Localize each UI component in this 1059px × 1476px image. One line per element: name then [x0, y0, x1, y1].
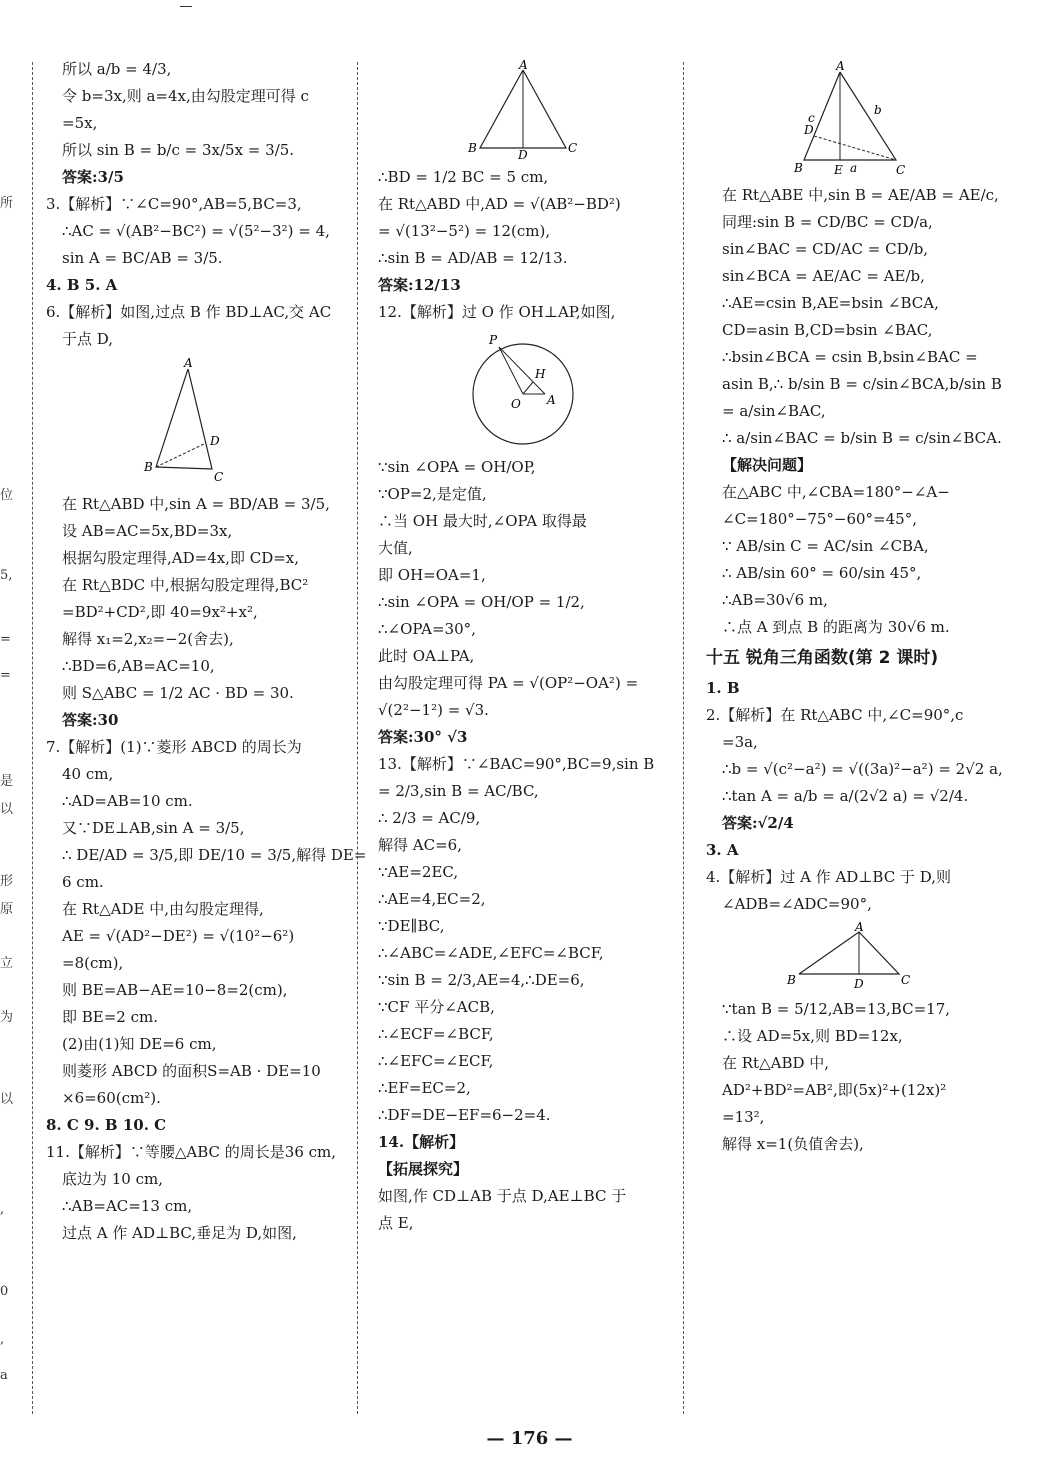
text-line: 又∵DE⊥AB,sin A = 3/5, [62, 819, 245, 837]
text-line: ∴AE=4,EC=2, [378, 890, 486, 908]
text-line: asin B,∴ b/sin B = c/sin∠BCA,b/sin B [722, 375, 1002, 393]
text-line: 【解决问题】 [722, 456, 813, 474]
answer-line: 答案:√2/4 [722, 814, 794, 832]
text-line: 过点 A 作 AD⊥BC,垂足为 D,如图, [62, 1224, 297, 1242]
text-line: 在 Rt△ADE 中,由勾股定理得, [62, 900, 264, 918]
text-line: 6 cm. [62, 873, 104, 891]
fig-label: E [834, 163, 843, 177]
fig-label: c [808, 111, 815, 125]
text-line: 于点 D, [62, 330, 114, 348]
text-line: ∵sin ∠OPA = OH/OP, [378, 458, 536, 476]
fig-label: H [535, 367, 546, 381]
text-line: 在 Rt△ABE 中,sin B = AE/AB = AE/c, [722, 186, 999, 204]
text-line: ∴ AB/sin 60° = 60/sin 45°, [722, 564, 922, 582]
edge-fragment: , [0, 1202, 5, 1217]
edge-fragment: 原 [0, 902, 14, 917]
text-line: ∴EF=EC=2, [378, 1079, 471, 1097]
text-line: 同理:sin B = CD/BC = CD/a, [722, 213, 933, 231]
text-line: = a/sin∠BAC, [722, 402, 826, 420]
text-line: ∴AB=30√6 m, [722, 591, 828, 609]
text-line: 12.【解析】过 O 作 OH⊥AP,如图, [378, 303, 616, 321]
text-line: 解得 AC=6, [378, 836, 462, 854]
text-line: = √(13²−5²) = 12(cm), [378, 222, 551, 240]
edge-fragment: 以 [0, 1092, 14, 1107]
text-line: CD=asin B,CD=bsin ∠BAC, [722, 321, 933, 339]
text-line: ∴∠ABC=∠ADE,∠EFC=∠BCF, [378, 944, 604, 962]
edge-fragment: 位 [0, 488, 14, 503]
text-line: 7.【解析】(1)∵菱形 ABCD 的周长为 [46, 738, 302, 756]
text-line: 大值, [378, 539, 413, 557]
fig-label: A [519, 60, 528, 72]
column-1 [46, 56, 367, 1247]
text-line: ∠ADB=∠ADC=90°, [722, 895, 872, 913]
text-line: 11.【解析】∵等腰△ABC 的周长是36 cm, [46, 1143, 337, 1161]
answer-line: 答案:30° √3 [378, 728, 468, 746]
text-line: 所以 a/b = 4/3, [62, 60, 172, 78]
text-line: ∠C=180°−75°−60°=45°, [722, 510, 917, 528]
figure-triangle-abc-bd [136, 357, 256, 487]
text-line: 则菱形 ABCD 的面积S=AB · DE=10 [62, 1062, 321, 1080]
text-line: sin∠BCA = AE/AC = AE/b, [722, 267, 925, 285]
column-3 [706, 56, 1003, 1158]
fig-label: B [787, 973, 796, 987]
text-line: 4.【解析】过 A 作 AD⊥BC 于 D,则 [706, 868, 951, 886]
edge-fragment: 5, [0, 568, 13, 583]
answer-line: 3. A [706, 841, 739, 859]
text-line: 所以 sin B = b/c = 3x/5x = 3/5. [62, 141, 295, 159]
answer-line: 8. C 9. B 10. C [46, 1116, 167, 1134]
text-line: ∴∠ECF=∠BCF, [378, 1025, 494, 1043]
page-number: — 176 — [486, 1428, 573, 1449]
edge-fragment: 所 [0, 196, 14, 211]
top-mark [180, 6, 192, 7]
text-line: =13², [722, 1108, 765, 1126]
text-line: ∴bsin∠BCA = csin B,bsin∠BAC = [722, 348, 978, 366]
text-line: = 2/3,sin B = AC/BC, [378, 782, 539, 800]
left-edge-fragments [0, 0, 18, 1476]
edge-fragment: 为 [0, 1010, 14, 1025]
fig-label: P [489, 333, 498, 347]
text-line: ×6=60(cm²). [62, 1089, 161, 1107]
text-line: ∴AB=AC=13 cm, [62, 1197, 193, 1215]
text-line: ∵sin B = 2/3,AE=4,∴DE=6, [378, 971, 585, 989]
text-line: 在 Rt△ABD 中,AD = √(AB²−BD²) [378, 195, 621, 213]
fig-label: C [896, 163, 906, 177]
section-heading: 十五 锐角三角函数(第 2 课时) [706, 648, 939, 668]
figure-circle-opa [463, 330, 583, 450]
text-line: 此时 OA⊥PA, [378, 647, 475, 665]
answer-line: 4. B 5. A [46, 276, 118, 294]
text-line: =8(cm), [62, 954, 124, 972]
text-line: 即 OH=OA=1, [378, 566, 486, 584]
text-line: AD²+BD²=AB²,即(5x)²+(12x)² [722, 1081, 947, 1099]
text-line: ∴tan A = a/b = a/(2√2 a) = √2/4. [722, 787, 969, 805]
answer-line: 答案:12/13 [378, 276, 461, 294]
edge-fragment: a [0, 1368, 8, 1383]
figure-triangle-altitudes [784, 60, 914, 178]
text-line: ∴sin ∠OPA = OH/OP = 1/2, [378, 593, 585, 611]
text-line: ∵CF 平分∠ACB, [378, 998, 495, 1016]
fig-label: O [511, 397, 521, 411]
fig-label: A [547, 393, 556, 407]
text-line: ∴b = √(c²−a²) = √((3a)²−a²) = 2√2 a, [722, 760, 1003, 778]
text-line: (2)由(1)知 DE=6 cm, [62, 1035, 217, 1053]
text-line: 根据勾股定理得,AD=4x,即 CD=x, [62, 549, 300, 567]
text-line: ∴∠OPA=30°, [378, 620, 476, 638]
edge-fragment: 0 [0, 1284, 9, 1299]
edge-fragment: 形 [0, 874, 14, 889]
fig-label: B [468, 141, 477, 155]
text-line: 则 BE=AB−AE=10−8=2(cm), [62, 981, 288, 999]
text-line: 40 cm, [62, 765, 114, 783]
text-line: ∵ AB/sin C = AC/sin ∠CBA, [722, 537, 929, 555]
fig-label: D [518, 148, 528, 160]
fig-label: D [210, 434, 220, 448]
answer-line: 答案:30 [62, 711, 119, 729]
text-line: ∴设 AD=5x,则 BD=12x, [722, 1027, 903, 1045]
answer-line: 答案:3/5 [62, 168, 124, 186]
answer-line: 1. B [706, 679, 740, 697]
text-line: 底边为 10 cm, [62, 1170, 164, 1188]
text-line: ∴当 OH 最大时,∠OPA 取得最 [378, 512, 587, 530]
text-line: 13.【解析】∵∠BAC=90°,BC=9,sin B [378, 755, 655, 773]
fig-label: C [568, 141, 578, 155]
text-line: 【拓展探究】 [378, 1160, 469, 1178]
edge-fragment: 立 [0, 956, 14, 971]
fig-label: a [850, 161, 858, 175]
text-line: 点 E, [378, 1214, 414, 1232]
text-line: =3a, [722, 733, 758, 751]
fig-label: A [184, 357, 193, 370]
text-line: ∴ DE/AD = 3/5,即 DE/10 = 3/5,解得 DE= [62, 846, 367, 864]
figure-triangle-abd [779, 922, 919, 992]
edge-fragment: , [0, 1332, 5, 1347]
text-line: ∴AE=csin B,AE=bsin ∠BCA, [722, 294, 939, 312]
column-divider [32, 62, 33, 1414]
text-line: 即 BE=2 cm. [62, 1008, 159, 1026]
text-line: sin∠BAC = CD/AC = CD/b, [722, 240, 929, 258]
edge-fragment: 以 [0, 802, 14, 817]
fig-label: D [854, 977, 864, 991]
text-line: 解得 x₁=2,x₂=−2(舍去), [62, 630, 234, 648]
text-line: 14.【解析】 [378, 1133, 465, 1151]
text-line: 设 AB=AC=5x,BD=3x, [62, 522, 233, 540]
text-line: √(2²−1²) = √3. [378, 701, 489, 719]
text-line: 则 S△ABC = 1/2 AC · BD = 30. [62, 684, 294, 702]
text-line: ∵OP=2,是定值, [378, 485, 487, 503]
column-divider [357, 62, 358, 1414]
fig-label: B [144, 460, 153, 474]
text-line: ∴AD=AB=10 cm. [62, 792, 193, 810]
text-line: 在 Rt△ABD 中, [722, 1054, 830, 1072]
text-line: ∵DE∥BC, [378, 917, 445, 935]
fig-label: A [855, 922, 864, 934]
text-line: 2.【解析】在 Rt△ABC 中,∠C=90°,c [706, 706, 964, 724]
text-line: =5x, [62, 114, 98, 132]
text-line: ∴BD = 1/2 BC = 5 cm, [378, 168, 549, 186]
text-line: 解得 x=1(负值舍去), [722, 1135, 864, 1153]
text-line: 在△ABC 中,∠CBA=180°−∠A− [722, 483, 950, 501]
text-line: ∴sin B = AD/AB = 12/13. [378, 249, 568, 267]
figure-isosceles-triangle [458, 60, 588, 160]
text-line: ∴BD=6,AB=AC=10, [62, 657, 215, 675]
fig-label: C [901, 973, 911, 987]
text-line: ∵tan B = 5/12,AB=13,BC=17, [722, 1000, 951, 1018]
text-line: 由勾股定理可得 PA = √(OP²−OA²) = [378, 674, 639, 692]
edge-fragment: 是 [0, 774, 14, 789]
column-divider [683, 62, 684, 1414]
text-line: 6.【解析】如图,过点 B 作 BD⊥AC,交 AC [46, 303, 332, 321]
text-line: 3.【解析】∵∠C=90°,AB=5,BC=3, [46, 195, 302, 213]
edge-fragment: = [0, 632, 11, 647]
fig-label: A [836, 60, 845, 73]
text-line: AE = √(AD²−DE²) = √(10²−6²) [62, 927, 295, 945]
text-line: ∵AE=2EC, [378, 863, 459, 881]
text-line: 在 Rt△ABD 中,sin A = BD/AB = 3/5, [62, 495, 330, 513]
text-line: 如图,作 CD⊥AB 于点 D,AE⊥BC 于 [378, 1187, 627, 1205]
text-line: ∴∠EFC=∠ECF, [378, 1052, 494, 1070]
edge-fragment: = [0, 668, 11, 683]
fig-label: D [804, 123, 814, 137]
fig-label: b [874, 103, 882, 117]
text-line: ∴ a/sin∠BAC = b/sin B = c/sin∠BCA. [722, 429, 1002, 447]
text-line: ∴DF=DE−EF=6−2=4. [378, 1106, 551, 1124]
text-line: ∴点 A 到点 B 的距离为 30√6 m. [722, 618, 950, 636]
text-line: 令 b=3x,则 a=4x,由勾股定理可得 c [62, 87, 309, 105]
fig-label: B [794, 161, 803, 175]
column-2 [378, 56, 668, 1237]
text-line: 在 Rt△BDC 中,根据勾股定理得,BC² [62, 576, 309, 594]
text-line: sin A = BC/AB = 3/5. [62, 249, 223, 267]
text-line: =BD²+CD²,即 40=9x²+x², [62, 603, 258, 621]
text-line: ∴AC = √(AB²−BC²) = √(5²−3²) = 4, [62, 222, 330, 240]
fig-label: C [214, 470, 224, 484]
text-line: ∴ 2/3 = AC/9, [378, 809, 481, 827]
